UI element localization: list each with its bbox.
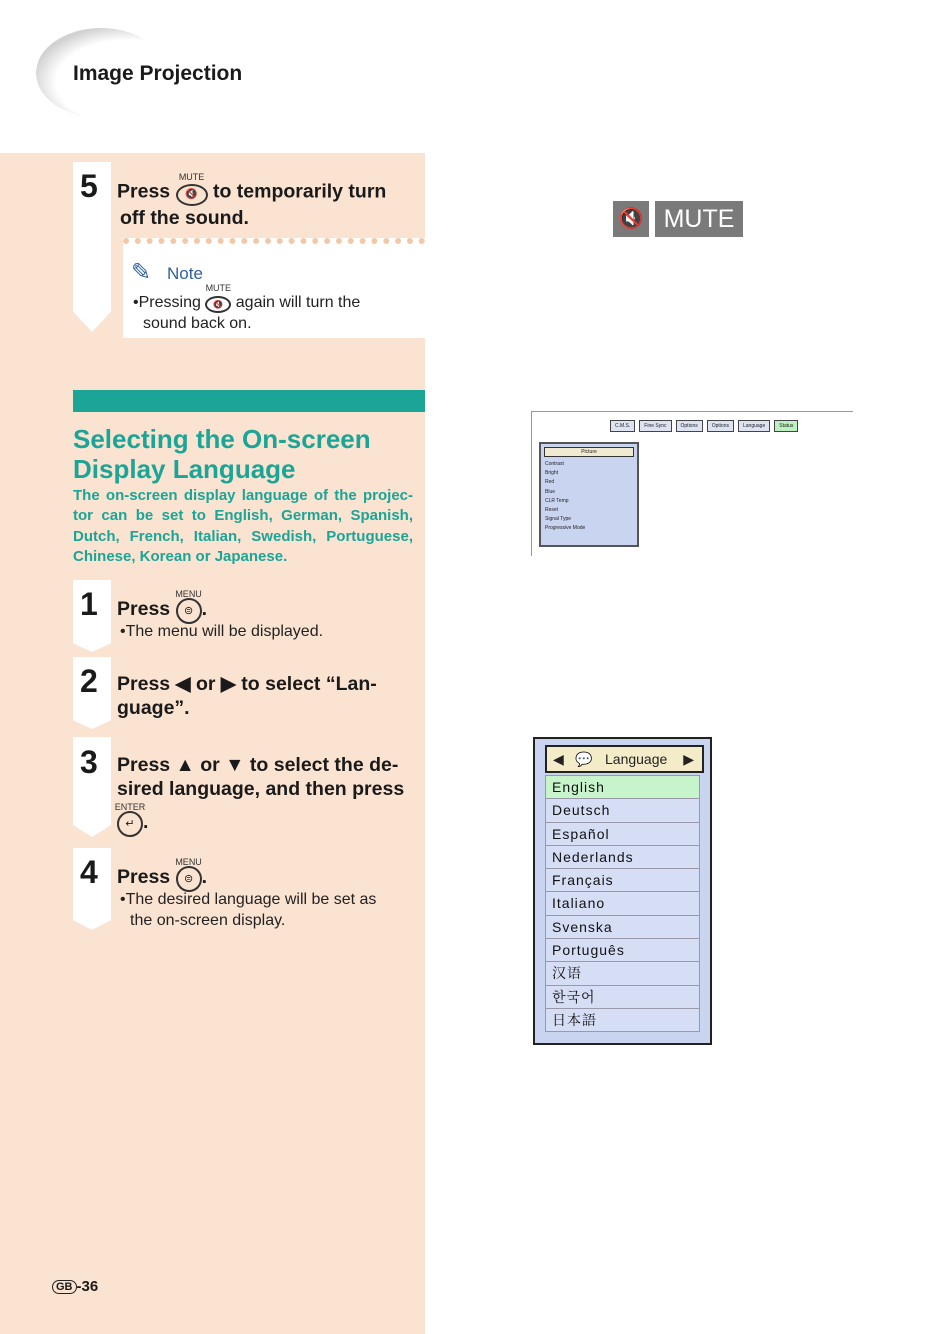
note-text: •Pressing MUTE 🔇 again will turn the sound back on.	[133, 283, 361, 333]
step-1-number: 1	[80, 586, 98, 622]
language-list	[545, 775, 700, 1032]
step-4-subtext: •The desired language will be set as the on-screen display.	[120, 891, 377, 929]
menu-tabs	[610, 420, 798, 432]
pencil-note-icon: ✎	[131, 259, 152, 286]
language-option-japanese[interactable]: 日本語	[545, 1009, 700, 1032]
page-number: GB -36	[52, 1278, 98, 1295]
menu-tab-status[interactable]: Status	[774, 420, 798, 432]
mute-key-icon: MUTE 🔇	[176, 179, 208, 206]
mute-osd-label: MUTE	[655, 201, 743, 237]
language-option-english[interactable]: English	[545, 775, 700, 799]
step-1-text: Press MENU ⊜ .	[117, 596, 207, 624]
step-4-number: 4	[80, 854, 98, 890]
language-option-nederlands[interactable]: Nederlands	[545, 846, 700, 869]
section-description: The on-screen display language of the projec- tor can be set to English, German, Spanish, Dutch, French, Italian, Swedish, Portuguese, Chinese, Korean or Japanese.	[73, 487, 413, 565]
language-option-espanol[interactable]: Español	[545, 823, 700, 846]
language-menu	[533, 737, 712, 1045]
language-menu-title: Language	[605, 751, 668, 767]
step-3-text: Press ▲ or ▼ to select the de- sired language, and then press ENTER ↵ .	[117, 753, 404, 837]
language-option-korean[interactable]: 한국어	[545, 986, 700, 1009]
speech-bubble-icon: 💬	[575, 751, 593, 767]
step-5-number: 5	[80, 168, 98, 204]
step-5-text: Press MUTE 🔇 to temporarily turn off the sound.	[117, 172, 387, 229]
menu-key-icon: MENU ⊜	[176, 596, 202, 624]
menu-tab-language[interactable]: Language	[738, 420, 770, 432]
language-option-svenska[interactable]: Svenska	[545, 916, 700, 939]
mute-osd	[613, 201, 743, 237]
step-3-number: 3	[80, 744, 98, 780]
picture-menu-row[interactable]: Contrast	[545, 461, 564, 467]
step-2-number: 2	[80, 663, 98, 699]
language-option-portugues[interactable]: Português	[545, 939, 700, 962]
language-menu-header	[545, 745, 704, 773]
picture-menu-row[interactable]: Signal Type	[545, 516, 572, 523]
picture-menu-row[interactable]: Reset	[545, 507, 559, 514]
section-title: Selecting the On-screen Display Language	[73, 424, 371, 484]
note-box	[123, 238, 425, 338]
picture-menu-title: Picture	[544, 447, 634, 457]
language-option-italiano[interactable]: Italiano	[545, 892, 700, 915]
step-1-subtext: •The menu will be displayed.	[120, 623, 324, 640]
language-option-chinese[interactable]: 汉语	[545, 962, 700, 985]
picture-menu-row[interactable]: CLR Temp	[545, 497, 569, 504]
step-2-text: Press ◀ or ▶ to select “Lan- guage”.	[117, 673, 377, 719]
picture-menu-row[interactable]: Blue	[545, 488, 556, 495]
menu-tab-options-1[interactable]: Options	[676, 420, 703, 432]
picture-menu-panel	[539, 442, 639, 547]
note-title: Note	[167, 264, 203, 283]
menu-key-icon: MENU ⊜	[176, 864, 202, 892]
section-divider-bar	[73, 390, 425, 412]
speaker-mute-icon: 🔇	[613, 201, 649, 237]
enter-key-icon: ENTER ↵	[117, 809, 143, 837]
language-option-deutsch[interactable]: Deutsch	[545, 799, 700, 822]
picture-menu-row[interactable]: Red	[545, 479, 555, 486]
arrow-right-icon[interactable]: ▶	[683, 751, 694, 767]
menu-screenshot	[531, 411, 853, 556]
mute-key-icon: MUTE 🔇	[205, 292, 231, 313]
picture-menu-row[interactable]: Bright	[545, 470, 559, 477]
picture-menu-row[interactable]: Progressive Mode	[545, 525, 586, 532]
page-header-title: Image Projection	[73, 62, 243, 85]
step-4-text: Press MENU ⊜ .	[117, 864, 207, 892]
arrow-left-icon[interactable]: ◀	[553, 751, 564, 767]
menu-tab-fine-sync[interactable]: Fine Sync	[639, 420, 671, 432]
language-option-francais[interactable]: Français	[545, 869, 700, 892]
menu-tab-options-2[interactable]: Options	[707, 420, 734, 432]
menu-tab-cms[interactable]: C.M.S.	[610, 420, 635, 432]
